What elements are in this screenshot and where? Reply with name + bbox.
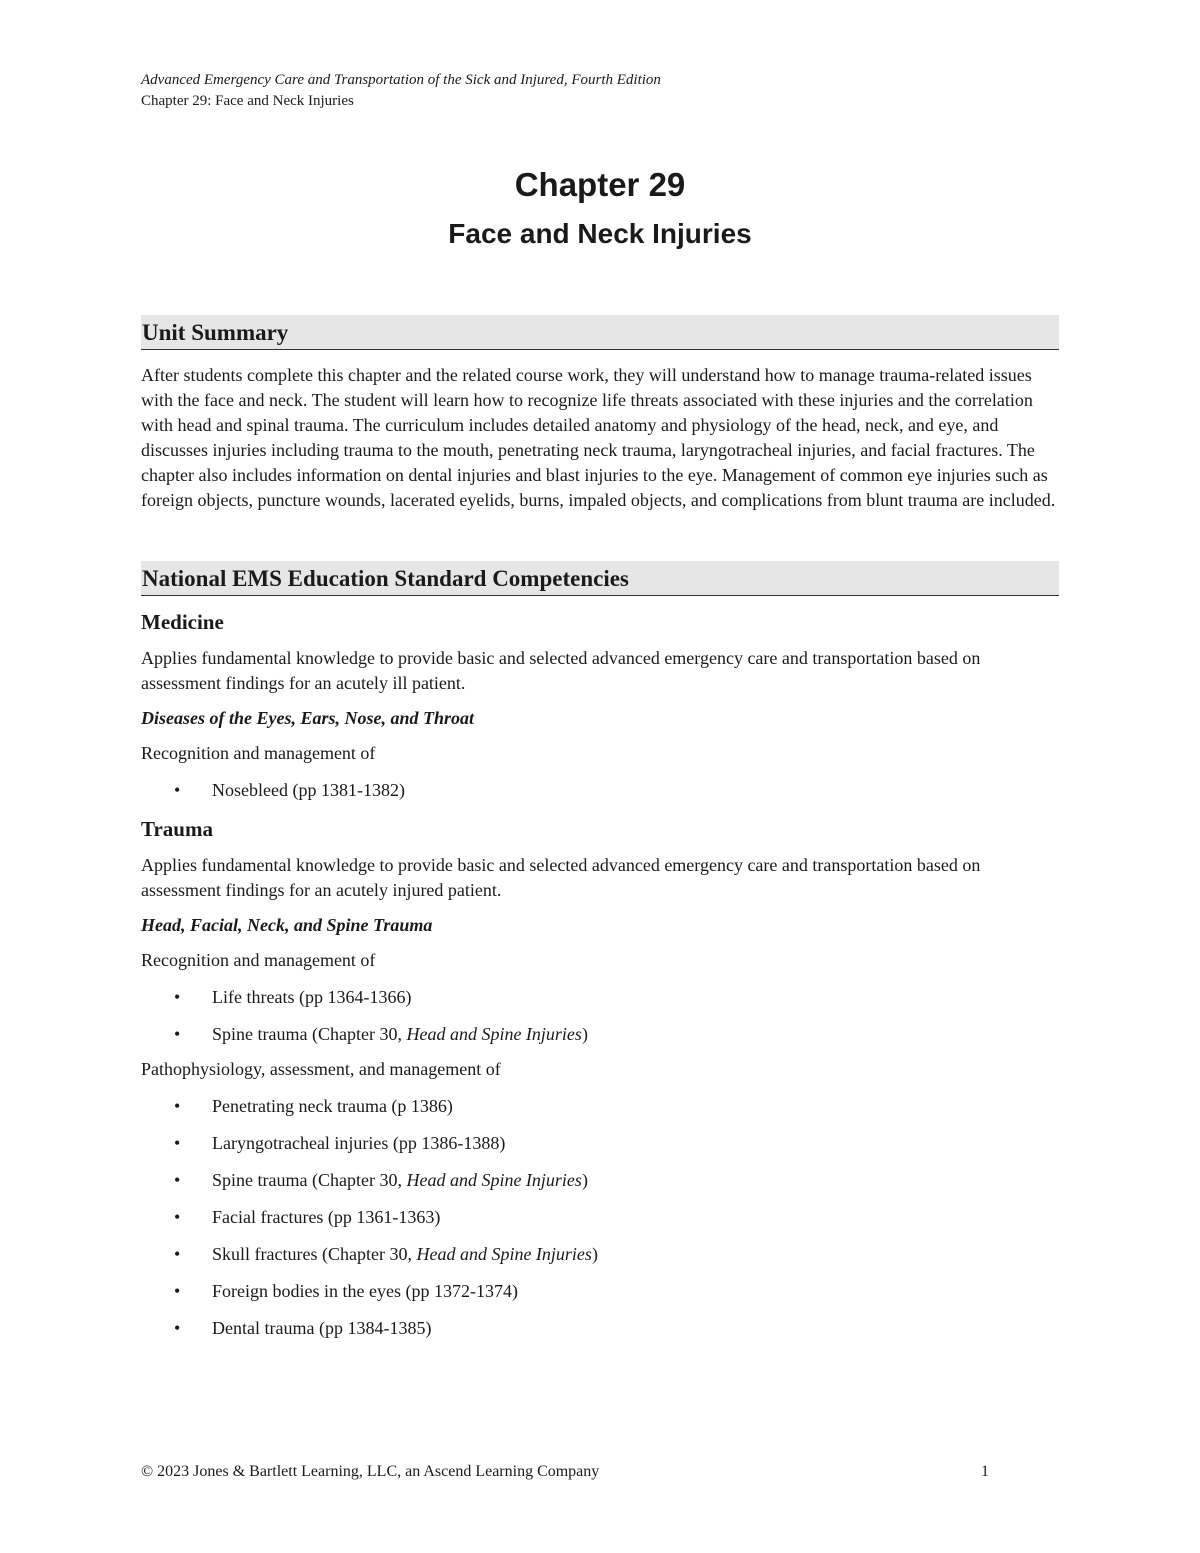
chapter-number: Chapter 29	[514, 166, 686, 203]
trauma-lead-pathophysiology: Pathophysiology, assessment, and management of	[141, 1059, 501, 1079]
bullet-icon: •	[174, 987, 181, 1007]
bullet-icon: •	[174, 1244, 181, 1264]
bullet-icon: •	[174, 1024, 181, 1044]
list-item: • Spine trauma (Chapter 30, Head and Spine Injuries)	[141, 1022, 1059, 1047]
list-item: • Spine trauma (Chapter 30, Head and Spine Injuries)	[141, 1168, 1059, 1193]
list-item: • Facial fractures (pp 1361-1363)	[141, 1205, 1059, 1230]
medicine-intro: Applies fundamental knowledge to provide basic and selected advanced emergency care and transportation based on assessment findings for an acutely ill patient.	[141, 648, 981, 693]
bullet-icon: •	[174, 1096, 181, 1116]
trauma-heading: Trauma	[141, 817, 213, 841]
medicine-list	[141, 778, 1059, 803]
list-item: • Laryngotracheal injuries (pp 1386-1388)	[141, 1131, 1059, 1156]
medicine-topic: Diseases of the Eyes, Ears, Nose, and Throat	[141, 708, 475, 728]
copyright-notice: © 2023 Jones & Bartlett Learning, LLC, an Ascend Learning Company	[141, 1463, 600, 1480]
trauma-intro: Applies fundamental knowledge to provide basic and selected advanced emergency care and transportation based on assessment findings for an acutely injured patient.	[141, 855, 981, 900]
list-item: • Foreign bodies in the eyes (pp 1372-1374)	[141, 1279, 1059, 1304]
list-item: • Nosebleed (pp 1381-1382)	[141, 778, 1059, 803]
book-title: Advanced Emergency Care and Transportation of the Sick and Injured, Fourth Edition	[141, 72, 661, 88]
page-number: 1	[981, 1463, 989, 1480]
medicine-heading: Medicine	[141, 610, 224, 634]
page-footer	[141, 1462, 989, 1482]
trauma-pathophysiology-list	[141, 1094, 1059, 1341]
medicine-lead: Recognition and management of	[141, 743, 376, 763]
list-item: • Life threats (pp 1364-1366)	[141, 985, 1059, 1010]
trauma-recognition-list	[141, 985, 1059, 1047]
bullet-icon: •	[174, 780, 181, 800]
running-header	[141, 70, 1059, 112]
trauma-lead-recognition: Recognition and management of	[141, 950, 376, 970]
bullet-icon: •	[174, 1207, 181, 1227]
unit-summary-heading: Unit Summary	[141, 315, 1059, 350]
document-page	[141, 70, 1059, 1341]
bullet-icon: •	[174, 1281, 181, 1301]
list-item: • Dental trauma (pp 1384-1385)	[141, 1316, 1059, 1341]
list-item: • Penetrating neck trauma (p 1386)	[141, 1094, 1059, 1119]
header-chapter-line: Chapter 29: Face and Neck Injuries	[141, 93, 354, 109]
trauma-topic: Head, Facial, Neck, and Spine Trauma	[141, 915, 433, 935]
competencies-heading: National EMS Education Standard Competencies	[141, 561, 1059, 596]
bullet-icon: •	[174, 1318, 181, 1338]
chapter-title: Face and Neck Injuries	[448, 218, 752, 249]
list-item: • Skull fractures (Chapter 30, Head and Spine Injuries)	[141, 1242, 1059, 1267]
bullet-icon: •	[174, 1170, 181, 1190]
bullet-icon: •	[174, 1133, 181, 1153]
unit-summary-text: After students complete this chapter and the related course work, they will understand how to manage trauma-related issues with the face and neck. The student will learn how to recognize life threats associated with these injuries and the correlation with head and spinal trauma. The curriculum includes detailed anatomy and physiology of the head, neck, and eye, and discusses injuries including trauma to the mouth, penetrating neck trauma, laryngotracheal injuries, and facial fractures. The chapter also includes information on dental injuries and blast injuries to the eye. Management of common eye injuries such as foreign objects, puncture wounds, lacerated eyelids, burns, impaled objects, and complications from blunt trauma are included.	[141, 365, 1056, 510]
